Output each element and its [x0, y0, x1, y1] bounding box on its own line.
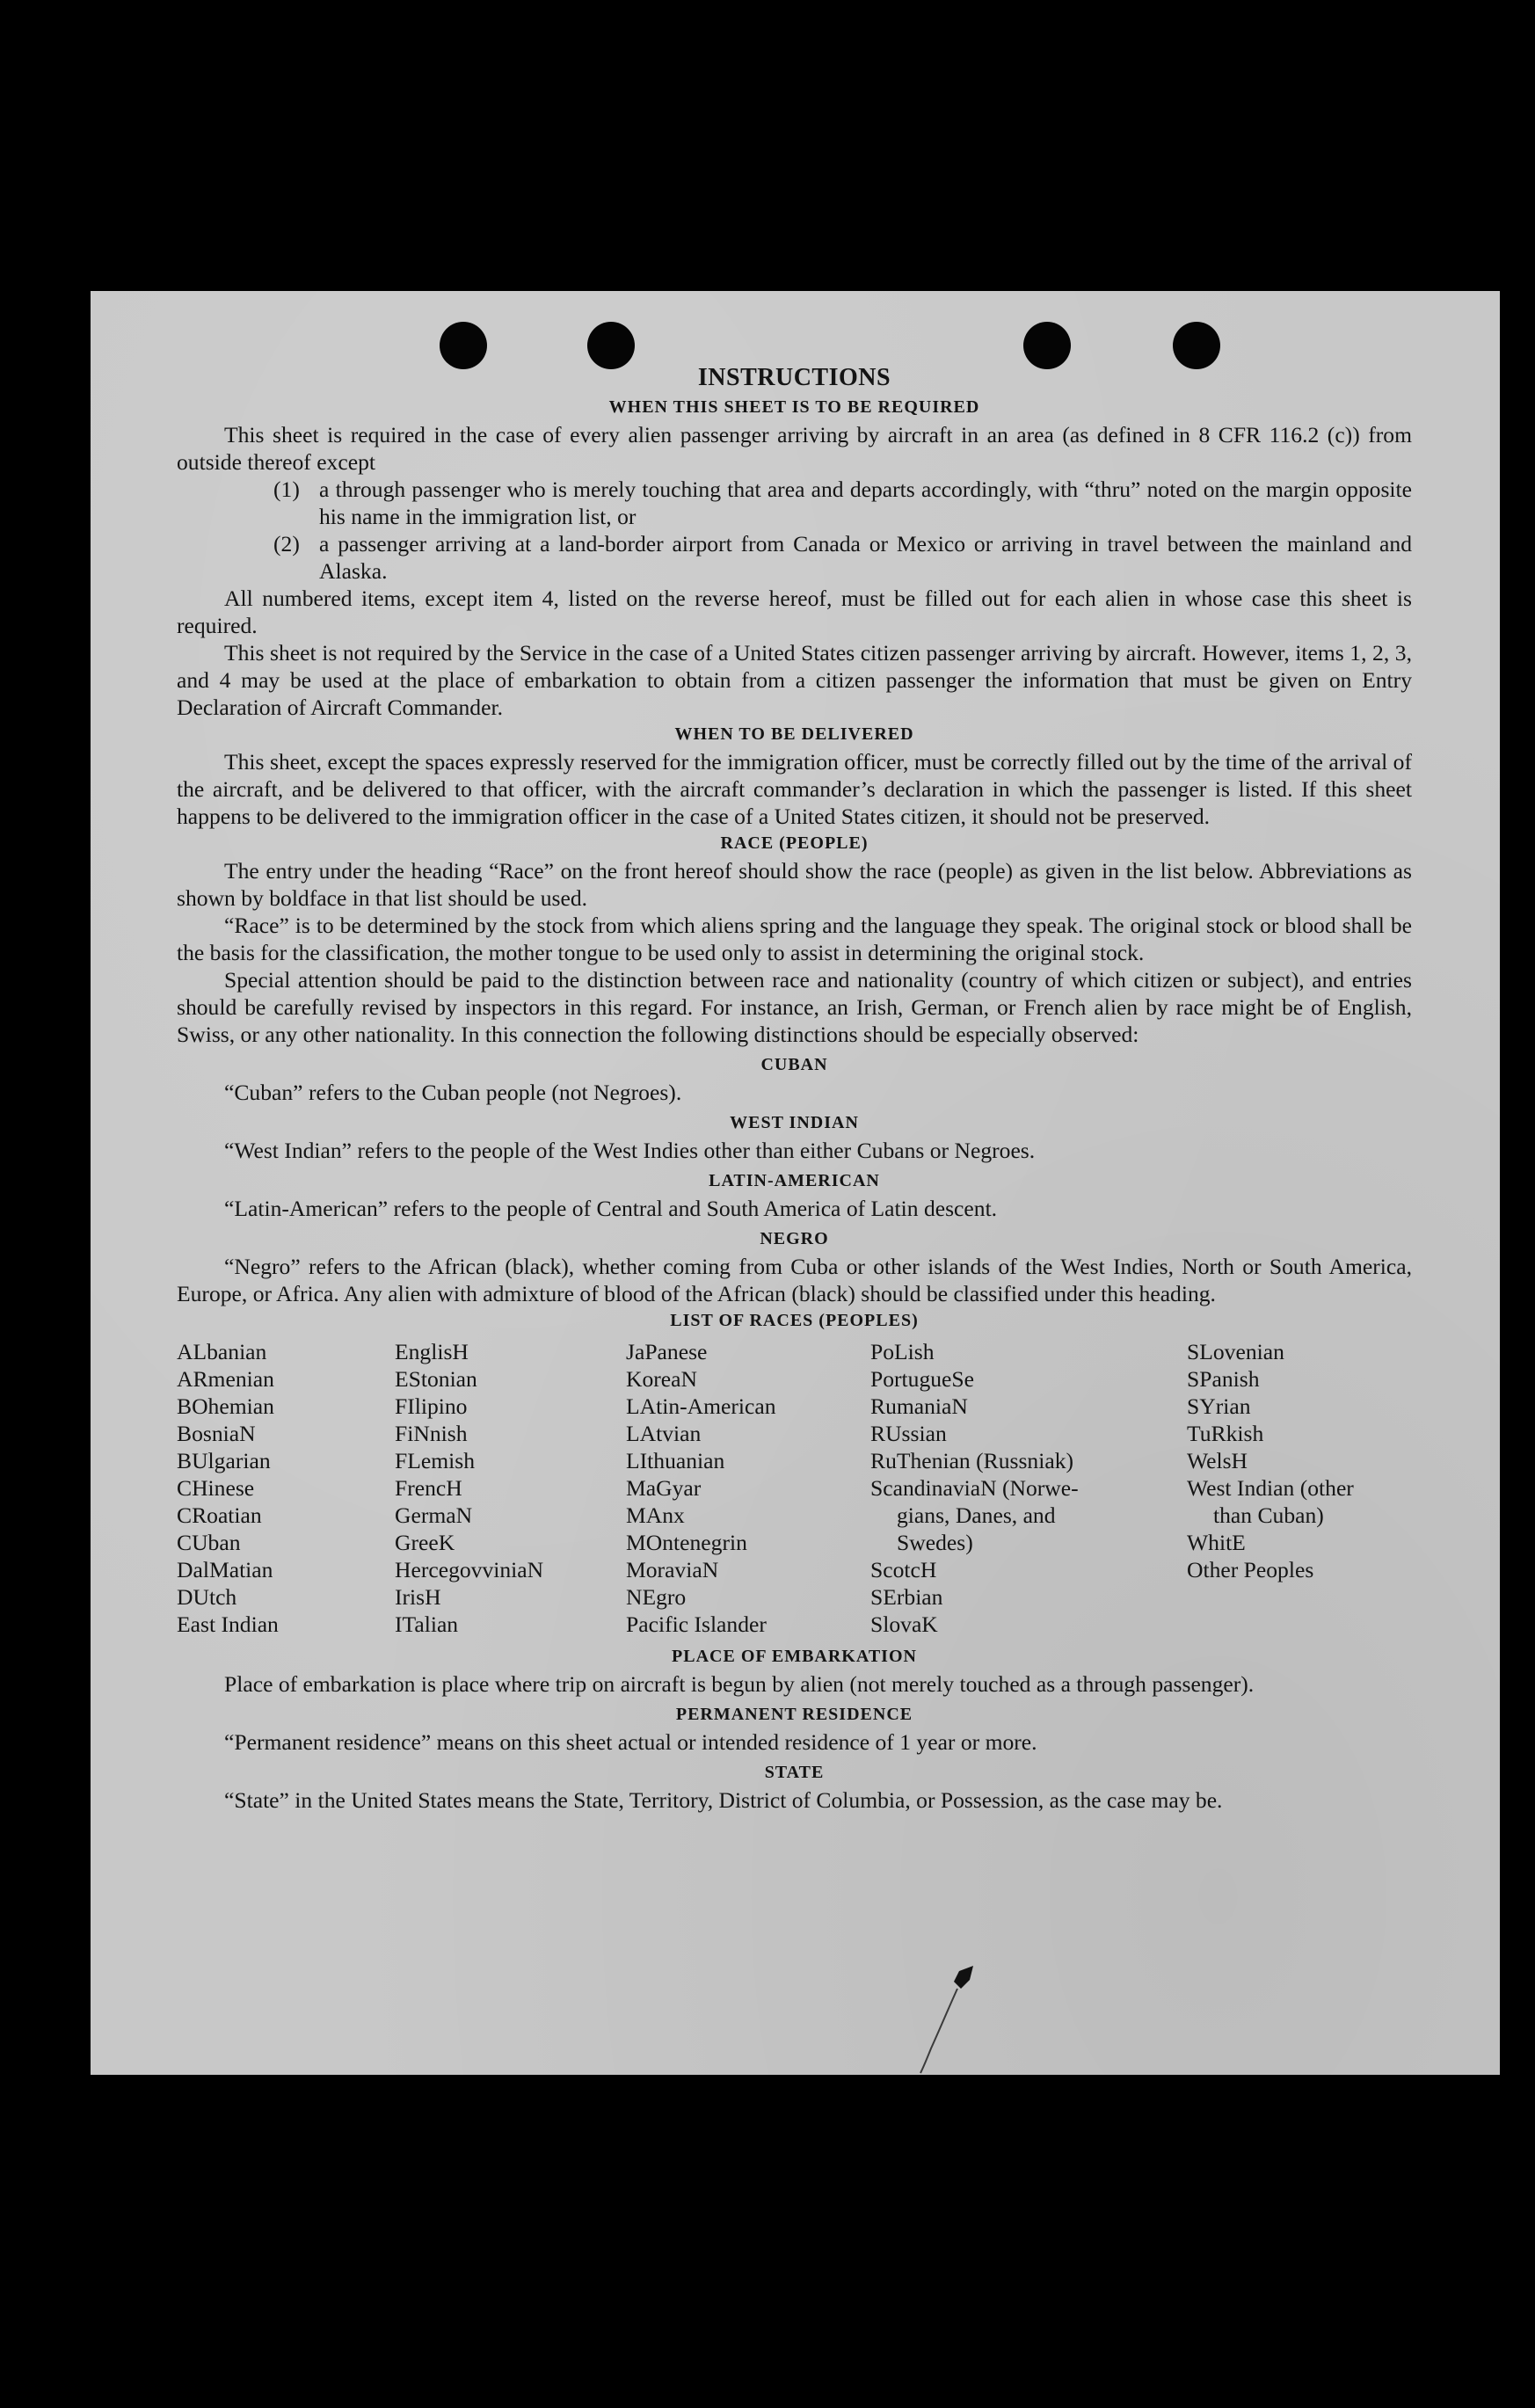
race-entry: gians, Danes, and	[897, 1502, 1056, 1528]
races-column	[626, 1338, 870, 1638]
paper-tear-mark	[919, 1962, 980, 2077]
paragraph-negro: “Negro” refers to the African (black), whether coming from Cuba or other islands of the West Indies, North or South America, Europe, or Africa. Any alien with admixture of blood of the African (black) should be classified under this heading.	[177, 1254, 1412, 1306]
race-entry: CRoatian	[177, 1502, 262, 1528]
race-entry: MaGyar	[626, 1475, 702, 1501]
race-entry: SPanish	[1187, 1366, 1260, 1392]
race-entry: Other Peoples	[1187, 1557, 1314, 1582]
heading-state: STATE	[764, 1763, 825, 1782]
item-number: (1)	[273, 477, 300, 502]
race-entry: ARmenian	[177, 1366, 274, 1392]
race-entry: BOhemian	[177, 1393, 274, 1419]
exception-item	[177, 530, 1412, 585]
race-entry: TuRkish	[1187, 1421, 1264, 1446]
heading-cuban: CUBAN	[760, 1055, 828, 1074]
heading-permanent-residence: PERMANENT RESIDENCE	[675, 1705, 913, 1724]
race-entry: ScotcH	[870, 1557, 937, 1582]
heading-list-of-races: LIST OF RACES (PEOPLES)	[670, 1311, 919, 1330]
race-entry: RUssian	[870, 1421, 947, 1446]
races-column	[395, 1338, 626, 1638]
race-entry: LAtvian	[626, 1421, 702, 1446]
race-entry: ALbanian	[177, 1339, 267, 1364]
race-entry: CUban	[177, 1530, 241, 1555]
race-entry: RumaniaN	[870, 1393, 968, 1419]
paragraph-race-entry: The entry under the heading “Race” on the front hereof should show the race (people) as given in the list below. Abbreviations as shown by boldface in that list should be used.	[177, 858, 1412, 911]
race-entry: SlovaK	[870, 1611, 938, 1637]
paragraph-race-stock: “Race” is to be determined by the stock from which aliens spring and the language they speak. The original stock or blood shall be the basis for the classification, the mother tongue to be used only to assist in determining the original stock.	[177, 913, 1412, 965]
race-entry: NEgro	[626, 1584, 687, 1610]
race-entry: FrencH	[395, 1475, 462, 1501]
races-column	[1187, 1338, 1412, 1638]
race-entry: KoreaN	[626, 1366, 698, 1392]
heading-negro: NEGRO	[760, 1229, 829, 1248]
race-entry: LIthuanian	[626, 1448, 725, 1473]
races-column	[870, 1338, 1187, 1638]
item-number: (2)	[273, 531, 300, 557]
race-entry: PortugueSe	[870, 1366, 975, 1392]
race-entry: EnglisH	[395, 1339, 469, 1364]
paragraph-intro: This sheet is required in the case of every alien passenger arriving by aircraft in an area (as defined in 8 CFR 116.2 (c)) from outside thereof except	[177, 422, 1412, 475]
heading-race: RACE (PEOPLE)	[720, 833, 869, 853]
race-entry: MOntenegrin	[626, 1530, 747, 1555]
paragraph-cuban: “Cuban” refers to the Cuban people (not Negroes).	[224, 1080, 682, 1105]
item-text: a through passenger who is merely touching that area and departs accordingly, with “thru” noted on the margin opposite his name in the immigration list, or	[319, 477, 1412, 529]
races-column	[177, 1338, 395, 1638]
paragraph-embarkation: Place of embarkation is place where trip on aircraft is begun by alien (not merely touched as a through passenger).	[224, 1671, 1255, 1697]
paragraph-west-indian: “West Indian” refers to the people of the West Indies other than either Cubans or Negroes.	[224, 1138, 1036, 1163]
race-entry: MoraviaN	[626, 1557, 719, 1582]
exception-item	[177, 476, 1412, 530]
race-entry: ITalian	[395, 1611, 459, 1637]
paragraph-permanent-residence: “Permanent residence” means on this sheet actual or intended residence of 1 year or more.	[224, 1729, 1037, 1755]
race-entry: Pacific Islander	[626, 1611, 767, 1637]
race-entry: WelsH	[1187, 1448, 1248, 1473]
race-entry: MAnx	[626, 1502, 685, 1528]
race-entry: WhitE	[1187, 1530, 1246, 1555]
race-entry: JaPanese	[626, 1339, 708, 1364]
race-entry: RuThenian (Russniak)	[870, 1448, 1074, 1473]
page-title: INSTRUCTIONS	[697, 364, 891, 391]
paragraph-numbered-items: All numbered items, except item 4, listed on the reverse hereof, must be filled out for each alien in whose case this sheet is required.	[177, 586, 1412, 638]
race-entry: LAtin-American	[626, 1393, 776, 1419]
instructions-text	[177, 362, 1412, 1814]
race-entry: GreeK	[395, 1530, 455, 1555]
race-entry: than Cuban)	[1213, 1502, 1324, 1528]
paragraph-citizen: This sheet is not required by the Service in the case of a United States citizen passenger arriving by aircraft. However, items 1, 2, 3, and 4 may be used at the place of embarkation to obtain from a citizen passenger the information that must be given on Entry Declaration of Aircraft Commander.	[177, 640, 1412, 720]
race-entry: CHinese	[177, 1475, 255, 1501]
paragraph-race-nationality: Special attention should be paid to the distinction between race and nationality (country of which citizen or subject), and entries should be carefully revised by inspectors in this regard. For instance, an Irish, German, or French alien by race might be of English, Swiss, or any other nationality. In this connection the following distinctions should be especially observed:	[177, 967, 1412, 1047]
paragraph-state: “State” in the United States means the State, Territory, District of Columbia, or Possession, as the case may be.	[224, 1787, 1223, 1813]
race-entry: East Indian	[177, 1611, 279, 1637]
race-entry: IrisH	[395, 1584, 441, 1610]
heading-when-required: WHEN THIS SHEET IS TO BE REQUIRED	[608, 397, 980, 417]
race-entry: West Indian (other	[1187, 1475, 1354, 1501]
paragraph-delivery: This sheet, except the spaces expressly reserved for the immigration officer, must be correctly filled out by the time of the arrival of the aircraft, and be delivered to that officer, with the aircraft commander’s declaration in which the passenger is listed. If this sheet happens to be delivered to the immigration officer in the case of a United States citizen, it should not be preserved.	[177, 749, 1412, 829]
race-entry: SYrian	[1187, 1393, 1251, 1419]
heading-embarkation: PLACE OF EMBARKATION	[672, 1647, 917, 1666]
race-entry: SLovenian	[1187, 1339, 1284, 1364]
race-entry: GermaN	[395, 1502, 473, 1528]
race-entry: EStonian	[395, 1366, 477, 1392]
race-entry: SErbian	[870, 1584, 943, 1610]
paragraph-latin-american: “Latin-American” refers to the people of Central and South America of Latin descent.	[224, 1196, 998, 1221]
race-entry: Swedes)	[897, 1530, 973, 1555]
race-entry: FiNnish	[395, 1421, 468, 1446]
race-entry: FLemish	[395, 1448, 476, 1473]
heading-west-indian: WEST INDIAN	[730, 1113, 859, 1132]
item-text: a passenger arriving at a land-border airport from Canada or Mexico or arriving in travel between the mainland and Alaska.	[319, 531, 1412, 584]
race-entry: FIlipino	[395, 1393, 468, 1419]
race-entry: ScandinaviaN (Norwe-	[870, 1475, 1079, 1501]
races-list	[177, 1338, 1412, 1638]
race-entry: PoLish	[870, 1339, 935, 1364]
race-entry: HercegovviniaN	[395, 1557, 544, 1582]
race-entry: DUtch	[177, 1584, 237, 1610]
heading-latin-american: LATIN-AMERICAN	[709, 1171, 880, 1190]
heading-when-delivered: WHEN TO BE DELIVERED	[674, 724, 914, 744]
race-entry: BUlgarian	[177, 1448, 271, 1473]
race-entry: BosniaN	[177, 1421, 256, 1446]
race-entry: DalMatian	[177, 1557, 273, 1582]
